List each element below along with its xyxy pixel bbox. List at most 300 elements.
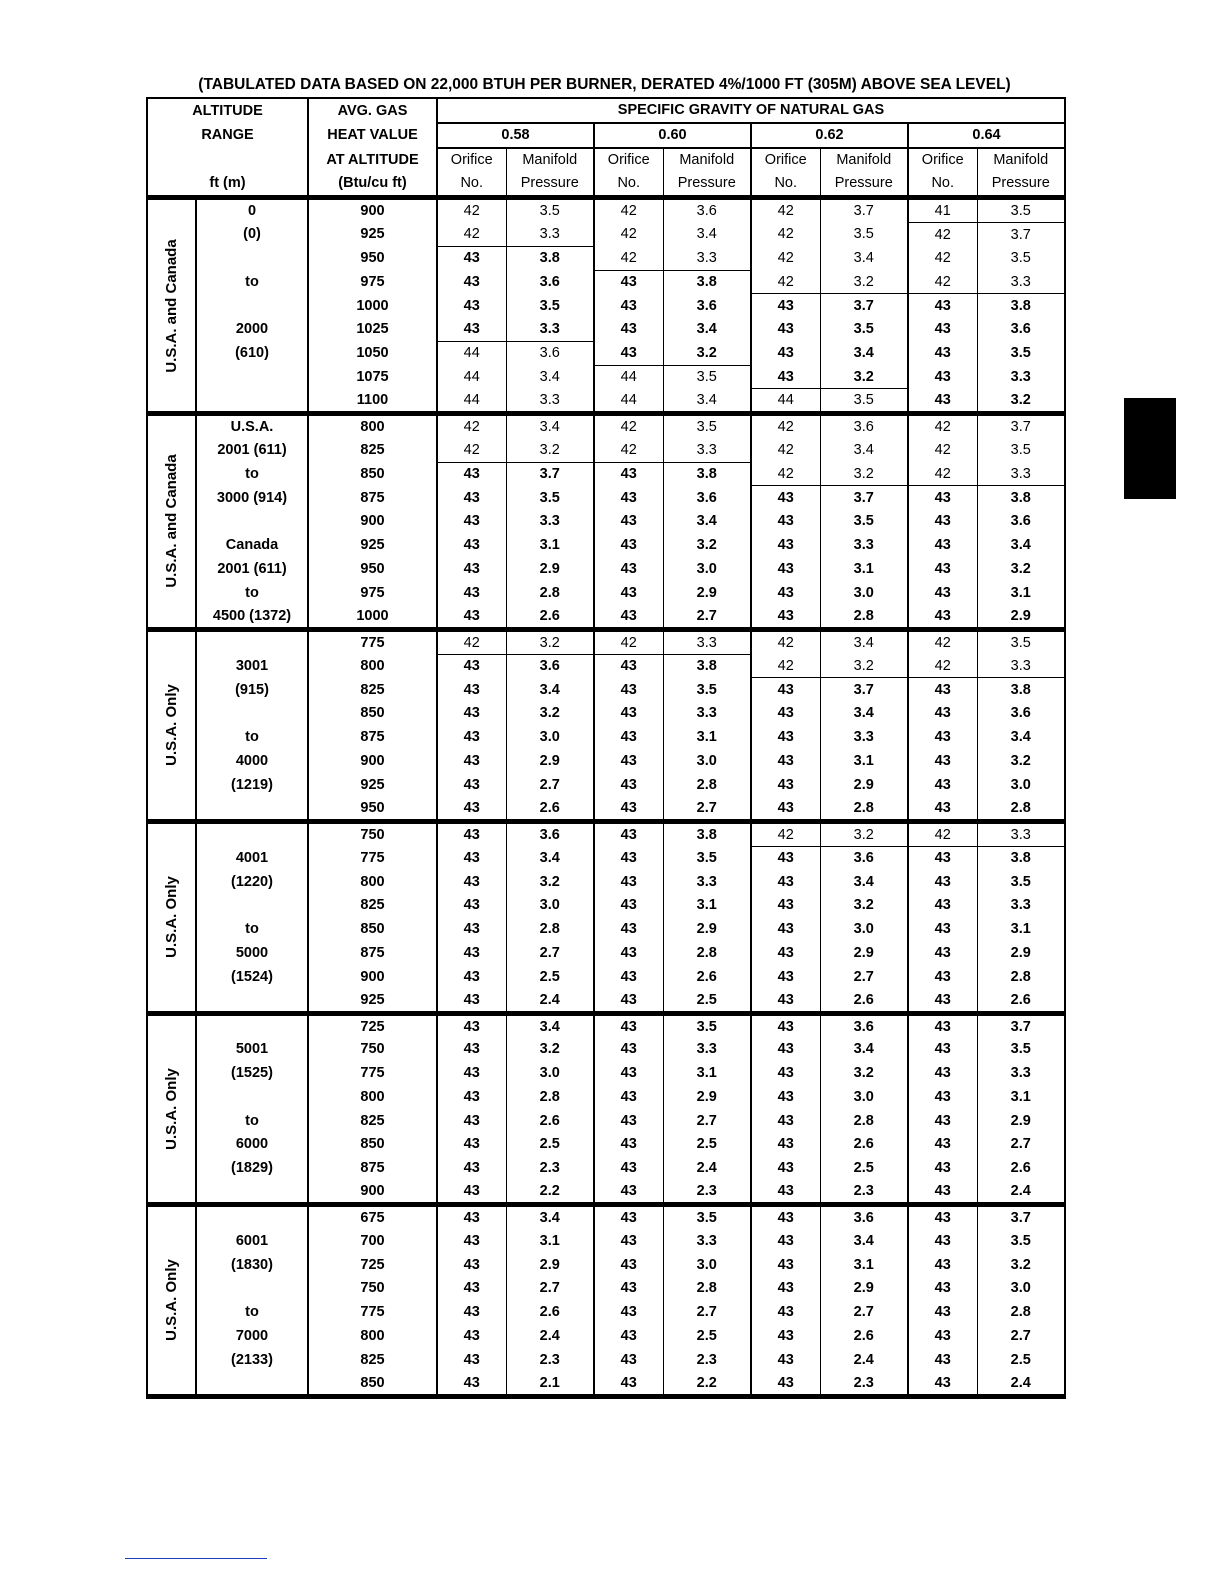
manifold-pressure-cell: 3.5: [820, 510, 908, 534]
orifice-no-cell: 43: [751, 365, 820, 389]
orifice-no-cell: 43: [751, 797, 820, 822]
manifold-pressure-cell: 3.1: [977, 917, 1065, 941]
table-row: [147, 365, 1065, 389]
table-row: [147, 510, 1065, 534]
orifice-no-cell: 43: [437, 270, 506, 294]
manifold-pressure-cell: 3.4: [820, 438, 908, 462]
manifold-pressure-cell: 3.6: [506, 341, 594, 365]
orifice-no-cell: 43: [437, 773, 506, 797]
orifice-no-cell: 42: [751, 414, 820, 439]
orifice-no-cell: 43: [751, 1253, 820, 1277]
manifold-pressure-cell: 3.6: [820, 1205, 908, 1230]
manifold-pressure-cell: 2.9: [820, 773, 908, 797]
region-label: U.S.A. Only: [162, 1259, 180, 1342]
manifold-pressure-cell: 3.3: [506, 223, 594, 247]
altitude-range-text: 4500 (1372): [196, 605, 308, 630]
orifice-no-cell: 43: [908, 294, 977, 318]
orifice-no-cell: 43: [437, 1205, 506, 1230]
manifold-pressure-cell: 3.1: [820, 1253, 908, 1277]
manifold-pressure-cell: 2.6: [820, 1133, 908, 1157]
manifold-pressure-cell: 3.4: [820, 870, 908, 894]
manifold-pressure-cell: 3.6: [663, 198, 751, 223]
orifice-no-cell: 43: [594, 1180, 663, 1205]
orifice-no-cell: 42: [908, 821, 977, 846]
header-btu: (Btu/cu ft): [308, 172, 437, 198]
heat-value-cell: 800: [308, 414, 437, 439]
table-row: [147, 223, 1065, 247]
manifold-pressure-cell: 3.0: [977, 1277, 1065, 1301]
orifice-no-cell: 44: [437, 365, 506, 389]
manifold-pressure-cell: 2.8: [977, 1300, 1065, 1324]
manifold-pressure-cell: 3.8: [663, 654, 751, 678]
manifold-pressure-cell: 2.4: [506, 1324, 594, 1348]
header-pressure: Pressure: [977, 172, 1065, 198]
manifold-pressure-cell: 3.5: [977, 1229, 1065, 1253]
orifice-no-cell: 43: [751, 1205, 820, 1230]
header-avg-gas: AVG. GAS: [308, 98, 437, 123]
manifold-pressure-cell: 3.3: [663, 702, 751, 726]
orifice-no-cell: 43: [751, 1085, 820, 1109]
orifice-no-cell: 43: [437, 846, 506, 870]
manifold-pressure-cell: 3.7: [977, 414, 1065, 439]
manifold-pressure-cell: 2.6: [663, 965, 751, 989]
manifold-pressure-cell: 3.2: [820, 1061, 908, 1085]
manifold-pressure-cell: 3.7: [977, 223, 1065, 247]
manifold-pressure-cell: 2.6: [506, 605, 594, 630]
orifice-no-cell: 43: [908, 1253, 977, 1277]
heat-value-cell: 775: [308, 629, 437, 654]
heat-value-cell: 1000: [308, 294, 437, 318]
orifice-no-cell: 43: [908, 1156, 977, 1180]
orifice-no-cell: 42: [908, 414, 977, 439]
orifice-no-cell: 43: [594, 462, 663, 486]
header-orifice: Orifice: [751, 148, 820, 172]
manifold-pressure-cell: 3.1: [977, 1085, 1065, 1109]
region-label-cell: [147, 821, 196, 1013]
manifold-pressure-cell: 3.4: [820, 629, 908, 654]
heat-value-cell: 950: [308, 246, 437, 270]
heat-value-cell: 700: [308, 1229, 437, 1253]
orifice-no-cell: 43: [908, 1372, 977, 1397]
heat-value-cell: 675: [308, 1205, 437, 1230]
manifold-pressure-cell: 3.7: [977, 1013, 1065, 1038]
orifice-no-cell: 43: [594, 821, 663, 846]
orifice-no-cell: 43: [437, 725, 506, 749]
manifold-pressure-cell: 2.3: [820, 1180, 908, 1205]
manifold-pressure-cell: 3.4: [506, 365, 594, 389]
manifold-pressure-cell: 3.1: [663, 725, 751, 749]
orifice-no-cell: 43: [908, 1109, 977, 1133]
manifold-pressure-cell: 3.2: [820, 462, 908, 486]
orifice-no-cell: 43: [437, 749, 506, 773]
table-row: [147, 1253, 1065, 1277]
manifold-pressure-cell: 3.8: [977, 486, 1065, 510]
orifice-no-cell: 43: [751, 989, 820, 1014]
table-row: [147, 1109, 1065, 1133]
manifold-pressure-cell: 3.6: [506, 270, 594, 294]
orifice-no-cell: 43: [751, 1109, 820, 1133]
manifold-pressure-cell: 2.5: [506, 1133, 594, 1157]
orifice-no-cell: 43: [594, 678, 663, 702]
manifold-pressure-cell: 2.1: [506, 1372, 594, 1397]
orifice-no-cell: 42: [751, 629, 820, 654]
orifice-no-cell: 42: [594, 414, 663, 439]
table-row: [147, 581, 1065, 605]
orifice-no-cell: 42: [908, 629, 977, 654]
table-row: [147, 1324, 1065, 1348]
orifice-no-cell: 43: [594, 1061, 663, 1085]
orifice-no-cell: 43: [437, 678, 506, 702]
manifold-pressure-cell: 2.9: [506, 749, 594, 773]
manifold-pressure-cell: 3.2: [977, 557, 1065, 581]
manifold-pressure-cell: 3.0: [820, 581, 908, 605]
altitude-range-text: to: [196, 917, 308, 941]
heat-value-cell: 825: [308, 894, 437, 918]
orifice-no-cell: 43: [751, 1348, 820, 1372]
manifold-pressure-cell: 3.4: [820, 1038, 908, 1062]
orifice-no-cell: 43: [751, 678, 820, 702]
orifice-no-cell: 43: [751, 1277, 820, 1301]
orifice-no-cell: 43: [437, 605, 506, 630]
orifice-no-cell: 43: [594, 557, 663, 581]
orifice-no-cell: 43: [908, 341, 977, 365]
table-row: [147, 1013, 1065, 1038]
altitude-range-text: (1525): [196, 1061, 308, 1085]
orifice-no-cell: 43: [908, 1180, 977, 1205]
manifold-pressure-cell: 2.6: [506, 797, 594, 822]
heat-value-cell: 725: [308, 1013, 437, 1038]
orifice-no-cell: 43: [437, 1229, 506, 1253]
manifold-pressure-cell: 3.2: [506, 870, 594, 894]
table-row: [147, 1061, 1065, 1085]
manifold-pressure-cell: 3.5: [663, 1205, 751, 1230]
manifold-pressure-cell: 2.8: [663, 1277, 751, 1301]
orifice-no-cell: 42: [437, 438, 506, 462]
orifice-no-cell: 43: [751, 894, 820, 918]
manifold-pressure-cell: 2.8: [663, 941, 751, 965]
orifice-no-cell: 44: [594, 365, 663, 389]
manifold-pressure-cell: 3.4: [506, 678, 594, 702]
region-label-cell: [147, 1205, 196, 1397]
manifold-pressure-cell: 3.4: [506, 1013, 594, 1038]
table-row: [147, 894, 1065, 918]
altitude-range-text: (0): [196, 223, 308, 247]
orifice-no-cell: 43: [594, 605, 663, 630]
orifice-no-cell: 43: [751, 341, 820, 365]
heat-value-cell: 825: [308, 1348, 437, 1372]
orifice-no-cell: 43: [908, 725, 977, 749]
altitude-range-text: to: [196, 581, 308, 605]
orifice-no-cell: 43: [908, 773, 977, 797]
table-row: [147, 797, 1065, 822]
orifice-no-cell: 43: [908, 1061, 977, 1085]
manifold-pressure-cell: 2.4: [506, 989, 594, 1014]
heat-value-cell: 725: [308, 1253, 437, 1277]
heat-value-cell: 825: [308, 678, 437, 702]
orifice-no-cell: 43: [908, 797, 977, 822]
orifice-no-cell: 43: [751, 773, 820, 797]
manifold-pressure-cell: 2.6: [977, 989, 1065, 1014]
gravity-060: 0.60: [594, 123, 751, 148]
heat-value-cell: 800: [308, 870, 437, 894]
altitude-range-text: (1829): [196, 1156, 308, 1180]
header-altitude: ALTITUDE: [147, 98, 308, 123]
manifold-pressure-cell: 2.3: [506, 1348, 594, 1372]
manifold-pressure-cell: 3.6: [663, 486, 751, 510]
manifold-pressure-cell: 3.2: [506, 702, 594, 726]
altitude-range-text: [196, 797, 308, 822]
manifold-pressure-cell: 3.0: [663, 557, 751, 581]
orifice-no-cell: 43: [594, 870, 663, 894]
header-orifice: Orifice: [437, 148, 506, 172]
altitude-range-text: (1524): [196, 965, 308, 989]
manifold-pressure-cell: 3.5: [977, 1038, 1065, 1062]
orifice-no-cell: 43: [594, 965, 663, 989]
table-row: [147, 533, 1065, 557]
heat-value-cell: 925: [308, 533, 437, 557]
orifice-no-cell: 43: [594, 917, 663, 941]
region-label: U.S.A. Only: [162, 1067, 180, 1150]
manifold-pressure-cell: 3.7: [506, 462, 594, 486]
table-row: [147, 1038, 1065, 1062]
orifice-no-cell: 43: [594, 702, 663, 726]
altitude-range-text: [196, 510, 308, 534]
orifice-no-cell: 43: [751, 1038, 820, 1062]
orifice-no-cell: 43: [908, 749, 977, 773]
manifold-pressure-cell: 2.3: [663, 1348, 751, 1372]
table-row: [147, 773, 1065, 797]
orifice-no-cell: 43: [594, 581, 663, 605]
orifice-no-cell: 43: [594, 1156, 663, 1180]
manifold-pressure-cell: 3.7: [820, 294, 908, 318]
orifice-no-cell: 43: [908, 510, 977, 534]
orifice-no-cell: 43: [594, 846, 663, 870]
manifold-pressure-cell: 3.2: [977, 389, 1065, 414]
orifice-no-cell: 42: [908, 438, 977, 462]
manifold-pressure-cell: 3.1: [663, 894, 751, 918]
manifold-pressure-cell: 2.4: [977, 1180, 1065, 1205]
orifice-no-cell: 43: [751, 294, 820, 318]
orifice-pressure-table: [146, 97, 1066, 1399]
orifice-no-cell: 43: [751, 1372, 820, 1397]
manifold-pressure-cell: 2.4: [820, 1348, 908, 1372]
orifice-no-cell: 43: [437, 1348, 506, 1372]
orifice-no-cell: 42: [437, 629, 506, 654]
manifold-pressure-cell: 2.7: [820, 965, 908, 989]
orifice-no-cell: 43: [908, 702, 977, 726]
header-pressure: Pressure: [663, 172, 751, 198]
orifice-no-cell: 43: [751, 870, 820, 894]
heat-value-cell: 800: [308, 1085, 437, 1109]
manifold-pressure-cell: 2.6: [977, 1156, 1065, 1180]
header-range: RANGE: [147, 123, 308, 148]
heat-value-cell: 875: [308, 725, 437, 749]
orifice-no-cell: 43: [437, 1180, 506, 1205]
table-row: [147, 1180, 1065, 1205]
manifold-pressure-cell: 3.4: [663, 510, 751, 534]
manifold-pressure-cell: 2.7: [663, 797, 751, 822]
orifice-no-cell: 43: [437, 1277, 506, 1301]
heat-value-cell: 850: [308, 1372, 437, 1397]
orifice-no-cell: 42: [751, 246, 820, 270]
altitude-range-text: 4001: [196, 846, 308, 870]
manifold-pressure-cell: 2.9: [977, 941, 1065, 965]
manifold-pressure-cell: 2.5: [820, 1156, 908, 1180]
orifice-no-cell: 42: [594, 629, 663, 654]
manifold-pressure-cell: 3.4: [977, 533, 1065, 557]
orifice-no-cell: 43: [437, 1372, 506, 1397]
manifold-pressure-cell: 3.7: [820, 486, 908, 510]
manifold-pressure-cell: 3.5: [977, 198, 1065, 223]
orifice-no-cell: 43: [908, 894, 977, 918]
manifold-pressure-cell: 2.6: [820, 989, 908, 1014]
manifold-pressure-cell: 3.7: [820, 678, 908, 702]
manifold-pressure-cell: 2.4: [663, 1156, 751, 1180]
table-row: [147, 1085, 1065, 1109]
heat-value-cell: 950: [308, 797, 437, 822]
table-row: [147, 270, 1065, 294]
orifice-no-cell: 43: [594, 989, 663, 1014]
orifice-no-cell: 42: [751, 821, 820, 846]
altitude-range-text: [196, 389, 308, 414]
orifice-no-cell: 43: [437, 870, 506, 894]
manifold-pressure-cell: 3.4: [663, 389, 751, 414]
orifice-no-cell: 43: [594, 510, 663, 534]
table-row: [147, 1348, 1065, 1372]
manifold-pressure-cell: 3.5: [663, 365, 751, 389]
manifold-pressure-cell: 3.4: [506, 414, 594, 439]
table-row: [147, 414, 1065, 439]
manifold-pressure-cell: 3.5: [663, 414, 751, 439]
orifice-no-cell: 43: [594, 1253, 663, 1277]
manifold-pressure-cell: 2.7: [506, 1277, 594, 1301]
orifice-no-cell: 43: [908, 1133, 977, 1157]
header-orifice: Orifice: [594, 148, 663, 172]
manifold-pressure-cell: 2.6: [820, 1324, 908, 1348]
manifold-pressure-cell: 2.8: [820, 1109, 908, 1133]
manifold-pressure-cell: 3.3: [977, 462, 1065, 486]
header-manifold: Manifold: [506, 148, 594, 172]
table-row: [147, 1300, 1065, 1324]
manifold-pressure-cell: 3.4: [820, 341, 908, 365]
orifice-no-cell: 43: [751, 1324, 820, 1348]
manifold-pressure-cell: 2.5: [506, 965, 594, 989]
manifold-pressure-cell: 3.5: [506, 294, 594, 318]
altitude-range-text: [196, 294, 308, 318]
header-no: No.: [437, 172, 506, 198]
manifold-pressure-cell: 3.2: [977, 749, 1065, 773]
table-row: [147, 965, 1065, 989]
altitude-range-text: 6000: [196, 1133, 308, 1157]
manifold-pressure-cell: 3.3: [663, 246, 751, 270]
manifold-pressure-cell: 2.9: [820, 1277, 908, 1301]
manifold-pressure-cell: 3.2: [506, 438, 594, 462]
manifold-pressure-cell: 3.3: [663, 1229, 751, 1253]
orifice-no-cell: 43: [908, 365, 977, 389]
manifold-pressure-cell: 3.0: [977, 773, 1065, 797]
manifold-pressure-cell: 3.5: [663, 1013, 751, 1038]
manifold-pressure-cell: 2.9: [663, 917, 751, 941]
orifice-no-cell: 42: [594, 198, 663, 223]
orifice-no-cell: 44: [751, 389, 820, 414]
orifice-no-cell: 42: [751, 223, 820, 247]
heat-value-cell: 925: [308, 223, 437, 247]
header-heat-value: HEAT VALUE: [308, 123, 437, 148]
orifice-no-cell: 43: [751, 965, 820, 989]
table-row: [147, 605, 1065, 630]
table-row: [147, 846, 1065, 870]
manifold-pressure-cell: 2.7: [977, 1133, 1065, 1157]
orifice-no-cell: 43: [908, 678, 977, 702]
orifice-no-cell: 43: [908, 581, 977, 605]
manifold-pressure-cell: 3.8: [506, 246, 594, 270]
manifold-pressure-cell: 2.6: [506, 1109, 594, 1133]
manifold-pressure-cell: 3.5: [977, 629, 1065, 654]
manifold-pressure-cell: 3.2: [506, 1038, 594, 1062]
orifice-no-cell: 43: [751, 917, 820, 941]
table-row: [147, 941, 1065, 965]
manifold-pressure-cell: 3.1: [506, 533, 594, 557]
orifice-no-cell: 43: [437, 702, 506, 726]
manifold-pressure-cell: 3.3: [977, 365, 1065, 389]
orifice-no-cell: 43: [908, 1229, 977, 1253]
orifice-no-cell: 43: [908, 557, 977, 581]
orifice-no-cell: 43: [594, 294, 663, 318]
orifice-no-cell: 43: [594, 1109, 663, 1133]
heat-value-cell: 775: [308, 1300, 437, 1324]
table-row: [147, 1372, 1065, 1397]
orifice-no-cell: 43: [751, 533, 820, 557]
table-caption: (TABULATED DATA BASED ON 22,000 BTUH PER BURNER, DERATED 4%/1000 FT (305M) ABOVE SEA LEVEL): [198, 76, 1011, 93]
orifice-no-cell: 42: [751, 198, 820, 223]
heat-value-cell: 975: [308, 581, 437, 605]
manifold-pressure-cell: 3.4: [820, 246, 908, 270]
orifice-no-cell: 43: [594, 654, 663, 678]
table-row: [147, 917, 1065, 941]
orifice-no-cell: 42: [908, 654, 977, 678]
orifice-no-cell: 44: [594, 389, 663, 414]
altitude-range-text: to: [196, 725, 308, 749]
orifice-no-cell: 43: [437, 1133, 506, 1157]
table-row: [147, 749, 1065, 773]
table-row: [147, 1156, 1065, 1180]
orifice-no-cell: 43: [437, 965, 506, 989]
orifice-no-cell: 43: [751, 1133, 820, 1157]
manifold-pressure-cell: 2.8: [977, 965, 1065, 989]
orifice-no-cell: 42: [437, 198, 506, 223]
orifice-no-cell: 43: [908, 533, 977, 557]
manifold-pressure-cell: 2.7: [820, 1300, 908, 1324]
region-label: U.S.A. Only: [162, 684, 180, 766]
altitude-range-text: 5000: [196, 941, 308, 965]
gravity-064: 0.64: [908, 123, 1065, 148]
manifold-pressure-cell: 2.7: [663, 605, 751, 630]
heat-value-cell: 925: [308, 989, 437, 1014]
orifice-no-cell: 43: [751, 581, 820, 605]
heat-value-cell: 1050: [308, 341, 437, 365]
heat-value-cell: 750: [308, 821, 437, 846]
altitude-range-text: 3000 (914): [196, 486, 308, 510]
heat-value-cell: 825: [308, 438, 437, 462]
orifice-no-cell: 43: [594, 894, 663, 918]
region-label-cell: [147, 198, 196, 414]
manifold-pressure-cell: 3.3: [977, 821, 1065, 846]
orifice-no-cell: 43: [751, 1229, 820, 1253]
orifice-no-cell: 43: [594, 270, 663, 294]
manifold-pressure-cell: 3.2: [820, 821, 908, 846]
orifice-no-cell: 43: [594, 1324, 663, 1348]
orifice-no-cell: 43: [751, 941, 820, 965]
